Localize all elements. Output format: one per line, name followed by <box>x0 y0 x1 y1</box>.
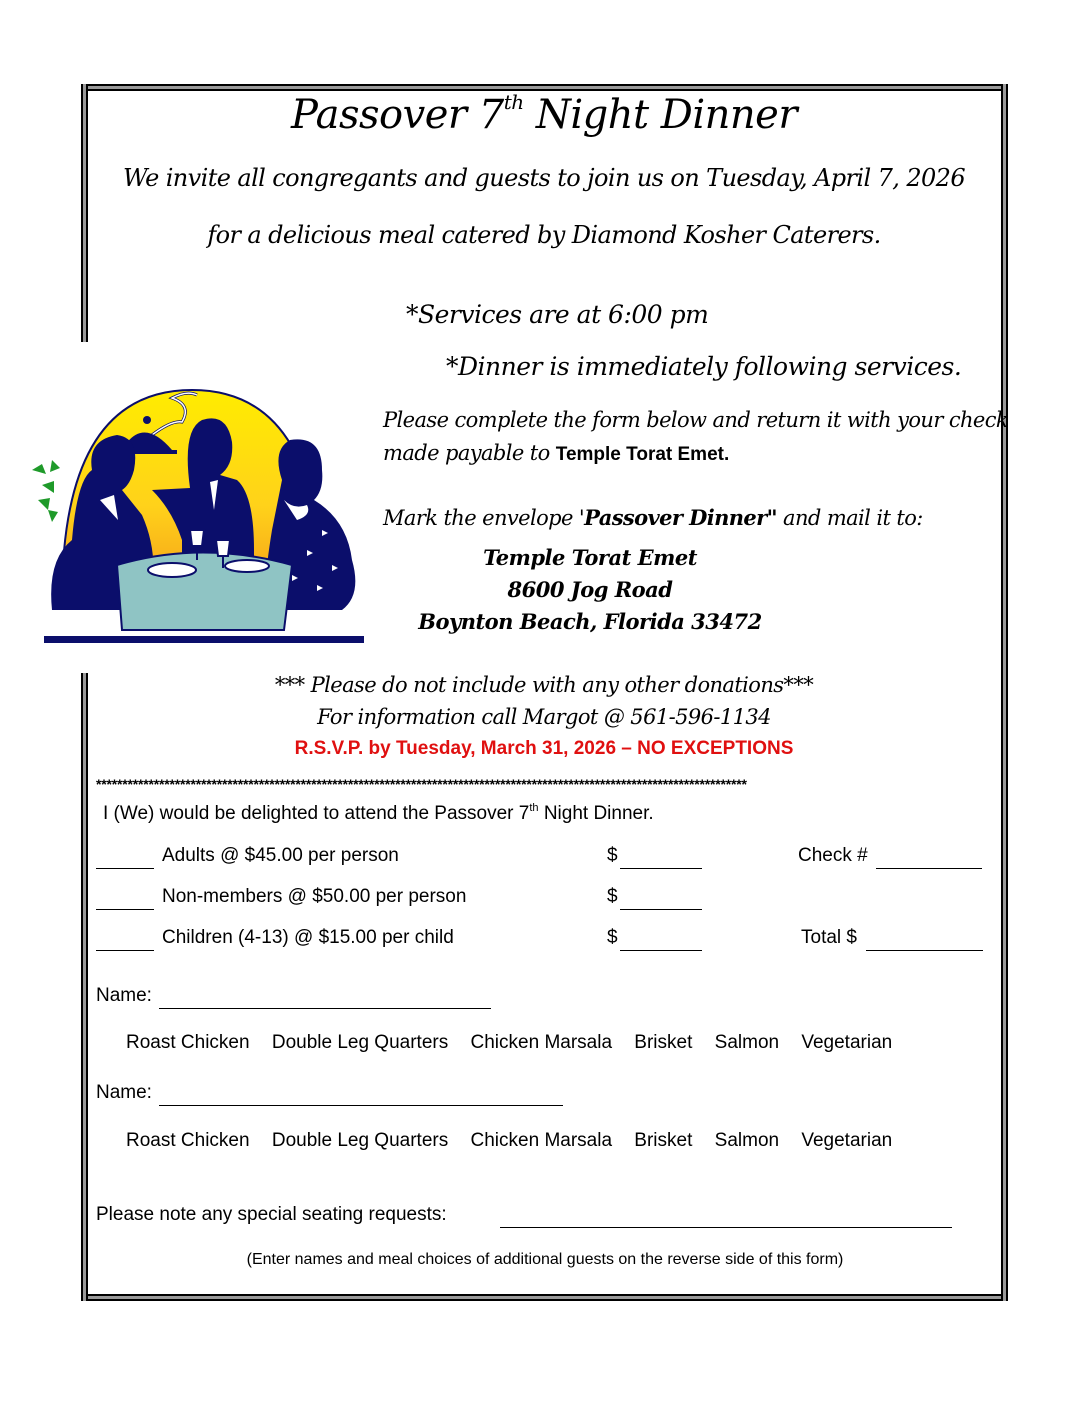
meal-option-salmon[interactable]: Salmon <box>714 1032 780 1053</box>
children-price-label: Children (4-13) @ $15.00 per child <box>162 927 454 948</box>
guest-2-meal-options <box>126 1130 909 1152</box>
invite-line-2: for a delicious meal catered by Diamond Kosher Caterers. <box>207 221 881 249</box>
children-dollar-sign: $ <box>607 927 618 948</box>
seating-request-field[interactable] <box>500 1210 952 1228</box>
address-name: Temple Torat Emet <box>483 545 697 570</box>
children-count-field[interactable] <box>96 933 154 951</box>
total-amount-field[interactable] <box>866 933 983 951</box>
attendance-statement: I (We) would be delighted to attend the Passover 7th Night Dinner. <box>103 802 654 824</box>
nonmembers-count-field[interactable] <box>96 892 154 910</box>
address-city: Boynton Beach, Florida 33472 <box>418 609 762 634</box>
footer-note: (Enter names and meal choices of additional guests on the reverse side of this form) <box>246 1251 844 1268</box>
envelope-instruction: Mark the envelope 'Passover Dinner" and mail it to: <box>383 505 923 530</box>
guest-2-name-field[interactable] <box>159 1088 563 1106</box>
guest-1-name-label: Name: <box>96 985 152 1006</box>
meal-option-chicken-marsala[interactable]: Chicken Marsala <box>470 1032 613 1053</box>
nonmembers-dollar-sign: $ <box>607 886 618 907</box>
total-label: Total $ <box>801 927 857 948</box>
meal-option-double-leg-quarters[interactable]: Double Leg Quarters <box>271 1130 449 1151</box>
invite-line-1: We invite all congregants and guests to join us on Tuesday, April 7, 2026 <box>122 164 966 192</box>
meal-option-salmon[interactable]: Salmon <box>714 1130 780 1151</box>
adults-amount-field[interactable] <box>620 851 702 869</box>
adults-count-field[interactable] <box>96 851 154 869</box>
meal-option-brisket[interactable]: Brisket <box>634 1130 693 1151</box>
meal-option-brisket[interactable]: Brisket <box>634 1032 693 1053</box>
frame-border-top <box>81 84 1008 91</box>
meal-option-vegetarian[interactable]: Vegetarian <box>801 1032 893 1053</box>
check-number-field[interactable] <box>876 851 982 869</box>
nonmembers-amount-field[interactable] <box>620 892 702 910</box>
guest-1-meal-options <box>126 1032 909 1054</box>
guest-2-name-label: Name: <box>96 1082 152 1103</box>
meal-option-roast-chicken[interactable]: Roast Chicken <box>126 1032 250 1053</box>
meal-option-chicken-marsala[interactable]: Chicken Marsala <box>470 1130 613 1151</box>
services-time: *Services are at 6:00 pm <box>406 300 709 329</box>
meal-option-roast-chicken[interactable]: Roast Chicken <box>126 1130 250 1151</box>
payee-name: Temple Torat Emet. <box>555 444 730 465</box>
rsvp-deadline: R.S.V.P. by Tuesday, March 31, 2026 – NO EXCEPTIONS <box>294 738 794 759</box>
adults-dollar-sign: $ <box>607 845 618 866</box>
nonmembers-price-label: Non-members @ $50.00 per person <box>162 886 467 907</box>
contact-info: For information call Margot @ 561-596-1134 <box>317 705 771 729</box>
instructions-line-1: Please complete the form below and return it with your check <box>383 408 1009 432</box>
frame-border-bottom <box>81 1294 1008 1301</box>
dinner-party-illustration-icon <box>22 360 366 648</box>
meal-option-vegetarian[interactable]: Vegetarian <box>801 1130 893 1151</box>
dinner-note: *Dinner is immediately following services. <box>446 352 962 381</box>
page-title: Passover 7th Night Dinner <box>291 90 797 138</box>
donation-notice: *** Please do not include with any other donations*** <box>274 673 814 697</box>
seating-request-label: Please note any special seating requests: <box>96 1204 447 1225</box>
adults-price-label: Adults @ $45.00 per person <box>162 845 399 866</box>
guest-1-name-field[interactable] <box>159 991 491 1009</box>
meal-option-double-leg-quarters[interactable]: Double Leg Quarters <box>271 1032 449 1053</box>
instructions-line-2: made payable to Temple Torat Emet. <box>383 441 730 465</box>
address-street: 8600 Jog Road <box>507 577 673 602</box>
check-number-label: Check # <box>798 845 868 866</box>
children-amount-field[interactable] <box>620 933 702 951</box>
separator-line: **************************************************************************************************************************** <box>96 776 747 792</box>
frame-border-left-lower <box>81 673 88 1301</box>
